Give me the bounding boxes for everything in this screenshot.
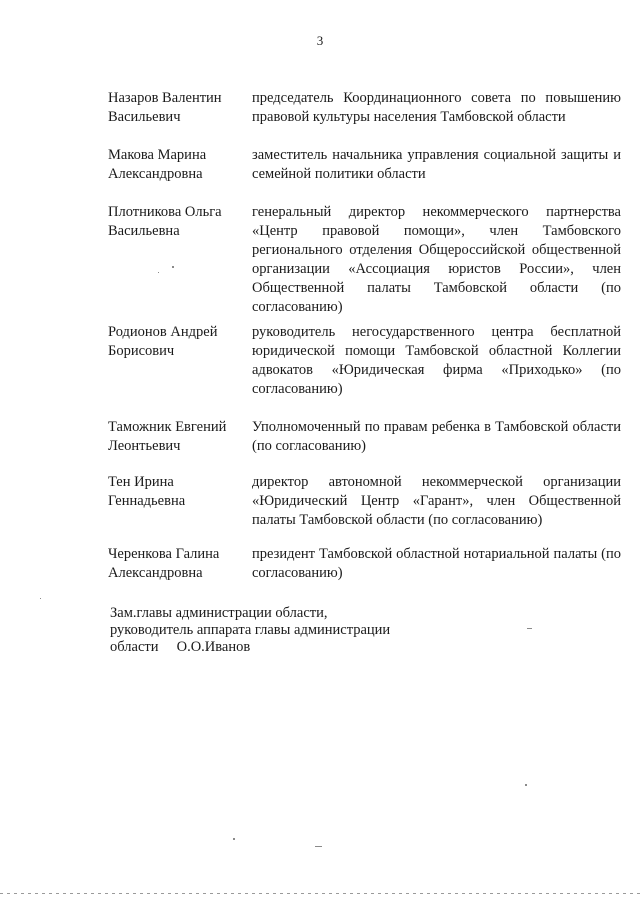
member-name: Плотникова Ольга Васильевна [108,204,222,239]
member-role: заместитель начальника управления социальной защиты и семейной политики области [252,147,621,182]
signature-line: Зам.главы администрации области, [110,605,328,621]
scan-artifact [158,272,159,273]
scan-artifact [315,846,322,847]
signature-line: области О.О.Иванов [110,639,251,655]
scan-artifact [40,598,41,599]
member-name: Таможник Евгений Леонтьевич [108,419,227,454]
member-role: председатель Координационного совета по повышению правовой культуры населения Тамбовской области [252,90,621,125]
member-name: Черенкова Галина Александровна [108,546,220,581]
scan-artifact [527,628,532,629]
member-name: Родионов Андрей Борисович [108,324,218,359]
member-role: генеральный директор некоммерческого партнерства «Центр правовой помощи», член Тамбовского регионального отделения Общероссийской общественной организации «Ассоциация юристов России», член Общественной палаты Тамбовской области (по согласованию) [252,204,621,315]
scan-artifact [233,838,235,840]
member-role: директор автономной некоммерческой организации «Юридический Центр «Гарант», член Общественной палаты Тамбовской области (по согласованию) [252,474,621,528]
scan-edge-line [0,893,640,894]
scan-artifact [172,266,174,268]
member-role: руководитель негосударственного центра бесплатной юридической помощи Тамбовской областной Коллегии адвокатов «Юридическая фирма «Приходько» (по согласованию) [252,324,621,397]
member-name: Макова Марина Александровна [108,147,207,182]
signature-line: руководитель аппарата главы администрации [110,622,391,638]
scan-artifact [525,784,527,786]
signature-block [110,605,530,656]
member-name: Назаров Валентин Васильевич [108,90,222,125]
member-role: президент Тамбовской областной нотариальной палаты (по согласованию) [252,546,621,581]
page-number: 3 [316,33,324,48]
member-role: Уполномоченный по правам ребенка в Тамбовской области (по согласованию) [252,419,621,454]
member-name: Тен Ирина Геннадьевна [108,474,186,509]
